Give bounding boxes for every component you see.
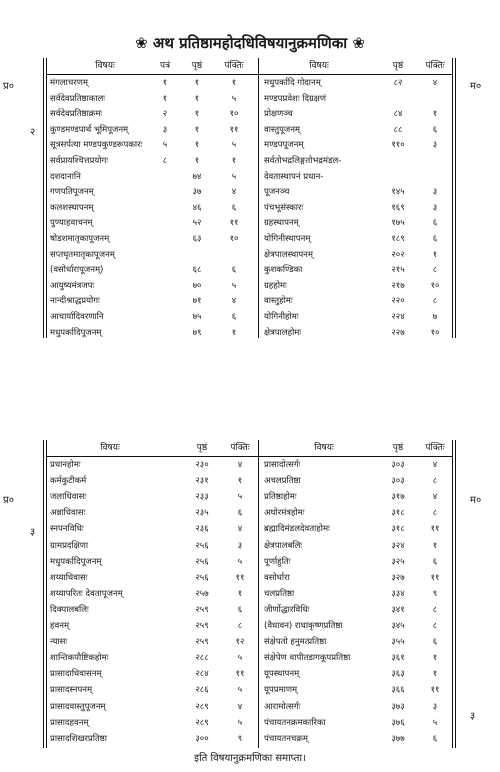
row-patra: ८ xyxy=(162,156,168,166)
row-line: ३ xyxy=(237,540,243,551)
row-subject: शय्यापरितः देवतापूजनम् xyxy=(50,588,123,599)
row-page: २५७ xyxy=(195,588,209,599)
row-patra xyxy=(150,232,180,247)
row-page: १ xyxy=(194,156,200,166)
header-patra: पत्रं xyxy=(159,61,171,71)
row-subject: मण्डपपूजनम् xyxy=(264,140,304,151)
row-line: १ xyxy=(432,540,438,551)
row-line: ५ xyxy=(231,93,237,104)
row-line: ४ xyxy=(237,460,243,470)
row-page: ४६ xyxy=(192,202,202,213)
row-patra: २ xyxy=(162,109,168,120)
header-line: पंक्तिः xyxy=(224,61,244,71)
row-patra xyxy=(150,201,180,216)
row-subject: ग्रामप्रदक्षिणा xyxy=(50,540,89,551)
row-line: ६ xyxy=(237,508,243,519)
row-page: ३७६ xyxy=(391,717,405,728)
row-line: ६ xyxy=(432,234,438,244)
row-subject: पुण्याहवाचनम् xyxy=(50,218,93,229)
row-line: १ xyxy=(432,109,438,120)
row-subject: मधुपर्कादि गोदानम् xyxy=(264,78,321,88)
row-patra xyxy=(150,310,180,325)
row-line: ११ xyxy=(430,685,440,696)
row-page: २२० xyxy=(391,296,405,307)
row-page: २३० xyxy=(195,460,209,470)
row-subject: सर्वतोभद्रलिङ्गतोभद्रमंडल- xyxy=(264,156,342,166)
row-page: २२७ xyxy=(391,327,405,338)
row-line: ७ xyxy=(432,312,438,322)
row-subject: स्नपनविधिः xyxy=(50,524,84,535)
row-line: ११ xyxy=(430,524,440,535)
row-line xyxy=(418,92,452,107)
margin-mark: प्र० xyxy=(3,495,14,506)
row-page: २१७ xyxy=(391,280,405,291)
row-line: १ xyxy=(237,476,243,487)
row-line: ३ xyxy=(432,140,438,151)
row-page: ७९ xyxy=(192,327,202,338)
row-subject: वास्तुपूजनम् xyxy=(264,124,301,135)
row-subject: प्रासादशिखरप्रतिष्ठा xyxy=(50,733,108,744)
row-subject: न्यासः xyxy=(50,637,68,648)
row-subject: सर्वदेवप्रतिष्ठाकालः xyxy=(50,93,106,104)
header-page-2: पृष्ठं xyxy=(392,61,404,71)
row-subject: पंचभूसंस्कारः xyxy=(264,202,304,213)
header-line-2: पंक्तिः xyxy=(425,61,445,71)
row-subject: आयुष्यमंत्रजपः xyxy=(50,280,95,291)
row-line: ५ xyxy=(237,556,243,567)
row-subject: प्रोक्षणञ्च xyxy=(264,109,293,120)
row-subject: (वसोर्धारापूजनम्) xyxy=(50,265,104,276)
row-patra xyxy=(150,326,180,341)
row-line: ६ xyxy=(432,733,438,744)
row-patra xyxy=(150,294,180,309)
row-subject: प्रासादाधिवासनम् xyxy=(50,669,102,680)
row-line: १० xyxy=(229,109,239,120)
index-table-top xyxy=(0,58,500,343)
row-subject: अन्नाधिवासः xyxy=(50,508,86,519)
row-subject: पंचायतनचक्रम् xyxy=(264,733,308,744)
row-subject: योगिनीहोमः xyxy=(264,312,299,322)
row-subject: जीर्णोद्धारविधिः xyxy=(264,604,310,615)
row-subject: कुशकण्डिका xyxy=(264,265,303,276)
row-page xyxy=(378,170,418,185)
row-subject: पंचायतनक्रमकारिका xyxy=(264,717,326,728)
double-rule-left xyxy=(43,440,44,748)
row-subject: देवतास्थापनं प्रधान- xyxy=(264,171,324,182)
row-line: १ xyxy=(432,249,438,260)
row-subject: मंगलाचरणम् xyxy=(50,78,88,88)
row-line: १० xyxy=(430,280,440,291)
row-subject: कलशस्थापनम् xyxy=(50,202,94,213)
row-line: १२ xyxy=(235,637,245,648)
row-page: २५९ xyxy=(195,621,209,631)
row-line: ११ xyxy=(229,218,239,229)
row-line: ८ xyxy=(432,508,438,519)
header-subject: विषयः xyxy=(100,443,120,453)
row-line: ११ xyxy=(235,669,245,680)
row-subject: प्रासादवास्तुपूजनम् xyxy=(50,701,106,712)
row-subject: यूपस्थापनम् xyxy=(264,669,300,680)
row-page: २५९ xyxy=(195,637,209,648)
row-line: ६ xyxy=(231,202,237,213)
row-page: १४५ xyxy=(391,187,405,198)
row-subject: सर्वदेवप्रतिष्ठाक्रमः xyxy=(50,109,103,120)
row-subject: पूजनञ्च xyxy=(264,187,290,198)
row-line: ८ xyxy=(432,296,438,307)
row-page: ७५ xyxy=(192,312,202,322)
row-subject: पूर्णाहुतिः xyxy=(264,556,291,567)
row-subject: प्रासादोत्सर्गः xyxy=(264,460,301,470)
row-subject: मधुपर्कादिपूजनम् xyxy=(50,556,102,567)
row-page: ३६३ xyxy=(391,669,405,680)
row-page: २८६ xyxy=(195,685,209,696)
header-subject-2: विषयः xyxy=(314,443,334,453)
column-rule xyxy=(258,440,259,748)
row-subject: आचार्यादिवरणानि xyxy=(50,312,104,322)
double-rule-right xyxy=(455,58,456,338)
row-page: ३२४ xyxy=(391,540,405,551)
header-page-2: पृष्ठं xyxy=(392,443,404,453)
footer-text: इति विषयानुक्रमणिका समाप्ता। xyxy=(194,753,306,764)
row-patra: १ xyxy=(162,93,168,104)
row-page: ३७७ xyxy=(391,733,405,744)
row-subject: क्षेत्रपालबलिः xyxy=(264,540,303,551)
row-line: ५ xyxy=(231,280,237,291)
row-line: ५ xyxy=(237,685,243,696)
row-page: २५६ xyxy=(195,556,209,567)
row-line: ६ xyxy=(237,604,243,615)
row-line: ५ xyxy=(231,140,237,151)
row-page: ३४१ xyxy=(391,604,405,615)
row-page: ८४ xyxy=(393,109,403,120)
row-page: ७० xyxy=(192,280,202,291)
double-rule-right xyxy=(452,58,453,338)
row-subject: मण्डपप्रवेशः दिग्रक्षणं xyxy=(264,93,327,104)
row-patra xyxy=(150,170,180,185)
margin-mark: २ xyxy=(30,127,36,138)
header-line-2: पंक्तिः xyxy=(425,443,445,453)
row-subject: प्रासादहवनम् xyxy=(50,717,89,728)
row-subject: क्षेत्रपालहोमः xyxy=(264,327,302,338)
row-line: ११ xyxy=(229,124,239,135)
row-page: ३६६ xyxy=(391,685,405,696)
row-page: ७१ xyxy=(192,296,202,307)
row-page: १ xyxy=(194,140,200,151)
row-page: ३७ xyxy=(192,187,202,198)
row-page: २१५ xyxy=(391,265,405,276)
row-line: ५ xyxy=(237,653,243,664)
row-page: ६३ xyxy=(192,234,202,244)
row-page: १७५ xyxy=(391,218,405,229)
row-line: १ xyxy=(432,653,438,664)
double-rule-right xyxy=(452,440,453,748)
row-subject: प्रधानहोमः xyxy=(50,460,81,470)
row-line: ६ xyxy=(231,265,237,276)
margin-mark: म० xyxy=(470,495,482,506)
row-line: ४ xyxy=(231,296,237,307)
row-page: १८९ xyxy=(391,234,405,244)
row-page: ३१८ xyxy=(391,508,405,519)
row-line: ८ xyxy=(432,265,438,276)
row-page xyxy=(378,154,418,169)
margin-mark: ३ xyxy=(470,711,476,722)
row-line: ४ xyxy=(432,78,438,88)
header-subject: विषयः xyxy=(95,61,115,71)
row-line: ११ xyxy=(235,572,245,583)
row-subject: अचलप्रतिष्ठा xyxy=(264,476,301,487)
row-page: २३६ xyxy=(195,524,209,535)
double-rule-right xyxy=(455,440,456,748)
row-subject: संक्षेपेण वापीतडागकूपप्रतिष्ठा xyxy=(264,653,351,664)
row-line: ८ xyxy=(432,621,438,631)
row-subject: यूपप्रमाणम् xyxy=(264,685,298,696)
row-page: ३१७ xyxy=(391,492,405,503)
row-subject: दशदानानि xyxy=(50,171,81,182)
double-rule-left xyxy=(43,58,44,338)
row-patra xyxy=(150,279,180,294)
row-subject: चलप्रतिष्ठा xyxy=(264,588,295,599)
header-page: पृष्ठं xyxy=(196,443,208,453)
row-page: ३५५ xyxy=(391,637,405,648)
row-page: ८८ xyxy=(393,124,403,135)
row-page: ३७३ xyxy=(391,701,405,712)
row-page: २८८ xyxy=(195,653,209,664)
column-rule xyxy=(258,58,259,338)
row-subject: कुण्डमण्डपार्थं भूमिपूजनम् xyxy=(50,124,129,135)
row-line: १ xyxy=(432,669,438,680)
row-subject: नान्दीश्राद्धप्रयोगः xyxy=(50,296,100,307)
row-line: ८ xyxy=(432,604,438,615)
row-subject: शय्याधिवासः xyxy=(50,572,88,583)
row-page: ३०३ xyxy=(391,476,405,487)
row-line: १० xyxy=(430,327,440,338)
row-line: १ xyxy=(231,78,237,88)
row-page: ३१८ xyxy=(391,524,405,535)
row-page: ७४ xyxy=(192,171,202,182)
row-line: ६ xyxy=(231,312,237,322)
header-rule xyxy=(46,74,452,75)
row-subject: अघोरमंत्रहोमः xyxy=(264,508,305,519)
row-page: १६९ xyxy=(391,202,405,213)
row-subject: जलाधिवासः xyxy=(50,492,87,503)
row-line: ३ xyxy=(432,701,438,712)
row-patra xyxy=(150,216,180,231)
row-patra xyxy=(150,248,180,263)
row-page: २५९ xyxy=(195,604,209,615)
row-page: १ xyxy=(194,78,200,88)
row-line: ४ xyxy=(432,460,438,470)
row-page: ८२ xyxy=(393,78,403,88)
row-line: ५ xyxy=(237,717,243,728)
row-page: ३४५ xyxy=(391,621,405,631)
row-page: ५२ xyxy=(192,218,202,229)
row-line: १ xyxy=(231,156,237,166)
page-title: ❀ अथ प्रतिष्ठामहोदधिविषयानुक्रमणिका ❀ xyxy=(135,34,365,52)
row-subject: सर्वप्रायश्चित्तप्रयोगः xyxy=(50,156,108,166)
row-page: २८९ xyxy=(195,717,209,728)
row-page: १ xyxy=(194,93,200,104)
row-line xyxy=(418,170,452,185)
row-subject: प्रासादस्नपनम् xyxy=(50,685,93,696)
row-line: ३ xyxy=(432,202,438,213)
row-page: २३३ xyxy=(195,492,209,503)
row-page: ६८ xyxy=(192,265,202,276)
row-subject: ग्रहस्थापनम् xyxy=(264,218,299,229)
index-table-bottom xyxy=(0,440,500,770)
row-page: २३१ xyxy=(195,476,209,487)
row-subject: हवनम् xyxy=(50,621,70,631)
row-page: ३२५ xyxy=(391,556,405,567)
row-line: ५ xyxy=(231,171,237,182)
row-line: ८ xyxy=(432,476,438,487)
row-subject: गणपतिपूजनम् xyxy=(50,187,94,198)
row-line: ६ xyxy=(432,556,438,567)
row-line: ५ xyxy=(432,717,438,728)
header-subject-2: विषयः xyxy=(309,61,329,71)
row-page: २८४ xyxy=(195,669,209,680)
row-line: ६ xyxy=(432,124,438,135)
row-page: १ xyxy=(194,109,200,120)
header-rule xyxy=(46,456,452,457)
row-page: ३३४ xyxy=(391,588,405,599)
row-line: ५ xyxy=(237,492,243,503)
row-page: २५६ xyxy=(195,540,209,551)
row-subject: आरामोत्सर्गः xyxy=(264,701,301,712)
row-line: ४ xyxy=(237,701,243,712)
row-line: ४ xyxy=(237,524,243,535)
row-patra xyxy=(150,185,180,200)
row-page: ३०० xyxy=(195,733,209,744)
row-line: ४ xyxy=(432,492,438,503)
row-subject: वसोर्धारा xyxy=(264,572,290,583)
row-line: ६ xyxy=(432,218,438,229)
row-line xyxy=(418,154,452,169)
margin-mark: ३ xyxy=(30,527,36,538)
row-subject: प्रतिष्ठाहोमः xyxy=(264,492,297,503)
row-subject: ग्रहहोमः xyxy=(264,280,287,291)
row-line: ३ xyxy=(432,187,438,198)
row-page: २५६ xyxy=(195,572,209,583)
row-page: ३२७ xyxy=(391,572,405,583)
row-page: २२४ xyxy=(391,312,405,322)
row-patra: १ xyxy=(162,78,168,88)
row-subject: सप्तघृतमातृकापूजनम् xyxy=(50,249,115,260)
row-subject: (वैधावन) राधाकृष्णप्रतिष्ठा xyxy=(264,621,343,631)
row-subject: योगिनीस्थापनम् xyxy=(264,234,311,244)
margin-mark: प्र० xyxy=(3,81,14,92)
row-line: १० xyxy=(229,234,239,244)
row-page xyxy=(182,248,212,263)
row-page: २३५ xyxy=(195,508,209,519)
row-subject: मधुपर्कादिपूजनम् xyxy=(50,327,102,338)
row-subject: ब्रह्मादिमंडलदेवताहोमः xyxy=(264,524,330,535)
row-line: ९ xyxy=(237,733,243,744)
row-page: १ xyxy=(194,124,200,135)
row-patra xyxy=(150,263,180,278)
header-line: पंक्तिः xyxy=(230,443,250,453)
row-subject: क्षेत्रपालस्थापनम् xyxy=(264,249,313,260)
row-subject: वास्तुहोमः xyxy=(264,296,293,307)
row-patra: ५ xyxy=(162,140,168,151)
row-page: २८९ xyxy=(195,701,209,712)
row-subject: दिक्पालबलिः xyxy=(50,604,89,615)
double-rule-left xyxy=(46,58,47,338)
margin-mark: म० xyxy=(470,81,482,92)
row-subject: षोडशमातृकापूजनम् xyxy=(50,234,110,244)
row-subject: सूत्रसर्पत्या मण्डपकुण्डरूपकारः xyxy=(50,140,143,151)
row-subject: कर्मकुटीकर्म xyxy=(50,476,87,487)
row-page: ११० xyxy=(391,140,405,151)
row-line: ९ xyxy=(432,588,438,599)
row-patra: ३ xyxy=(162,124,168,135)
row-line: ४ xyxy=(231,187,237,198)
row-page: ३०३ xyxy=(391,460,405,470)
row-line: ६ xyxy=(432,637,438,648)
row-page: ३६१ xyxy=(391,653,405,664)
row-page: २०२ xyxy=(391,249,405,260)
row-subject: संक्षेपतो हनुमत्प्रतिष्ठा xyxy=(264,637,327,648)
row-line: ८ xyxy=(237,621,243,631)
row-line: १ xyxy=(231,327,237,338)
row-subject: शान्तिकपौष्टिकहोमः xyxy=(50,653,109,664)
row-line xyxy=(214,248,254,263)
row-page xyxy=(378,92,418,107)
row-line: ११ xyxy=(430,572,440,583)
header-page: पृष्ठं xyxy=(191,61,203,71)
double-rule-left xyxy=(46,440,47,748)
row-line: १ xyxy=(237,588,243,599)
